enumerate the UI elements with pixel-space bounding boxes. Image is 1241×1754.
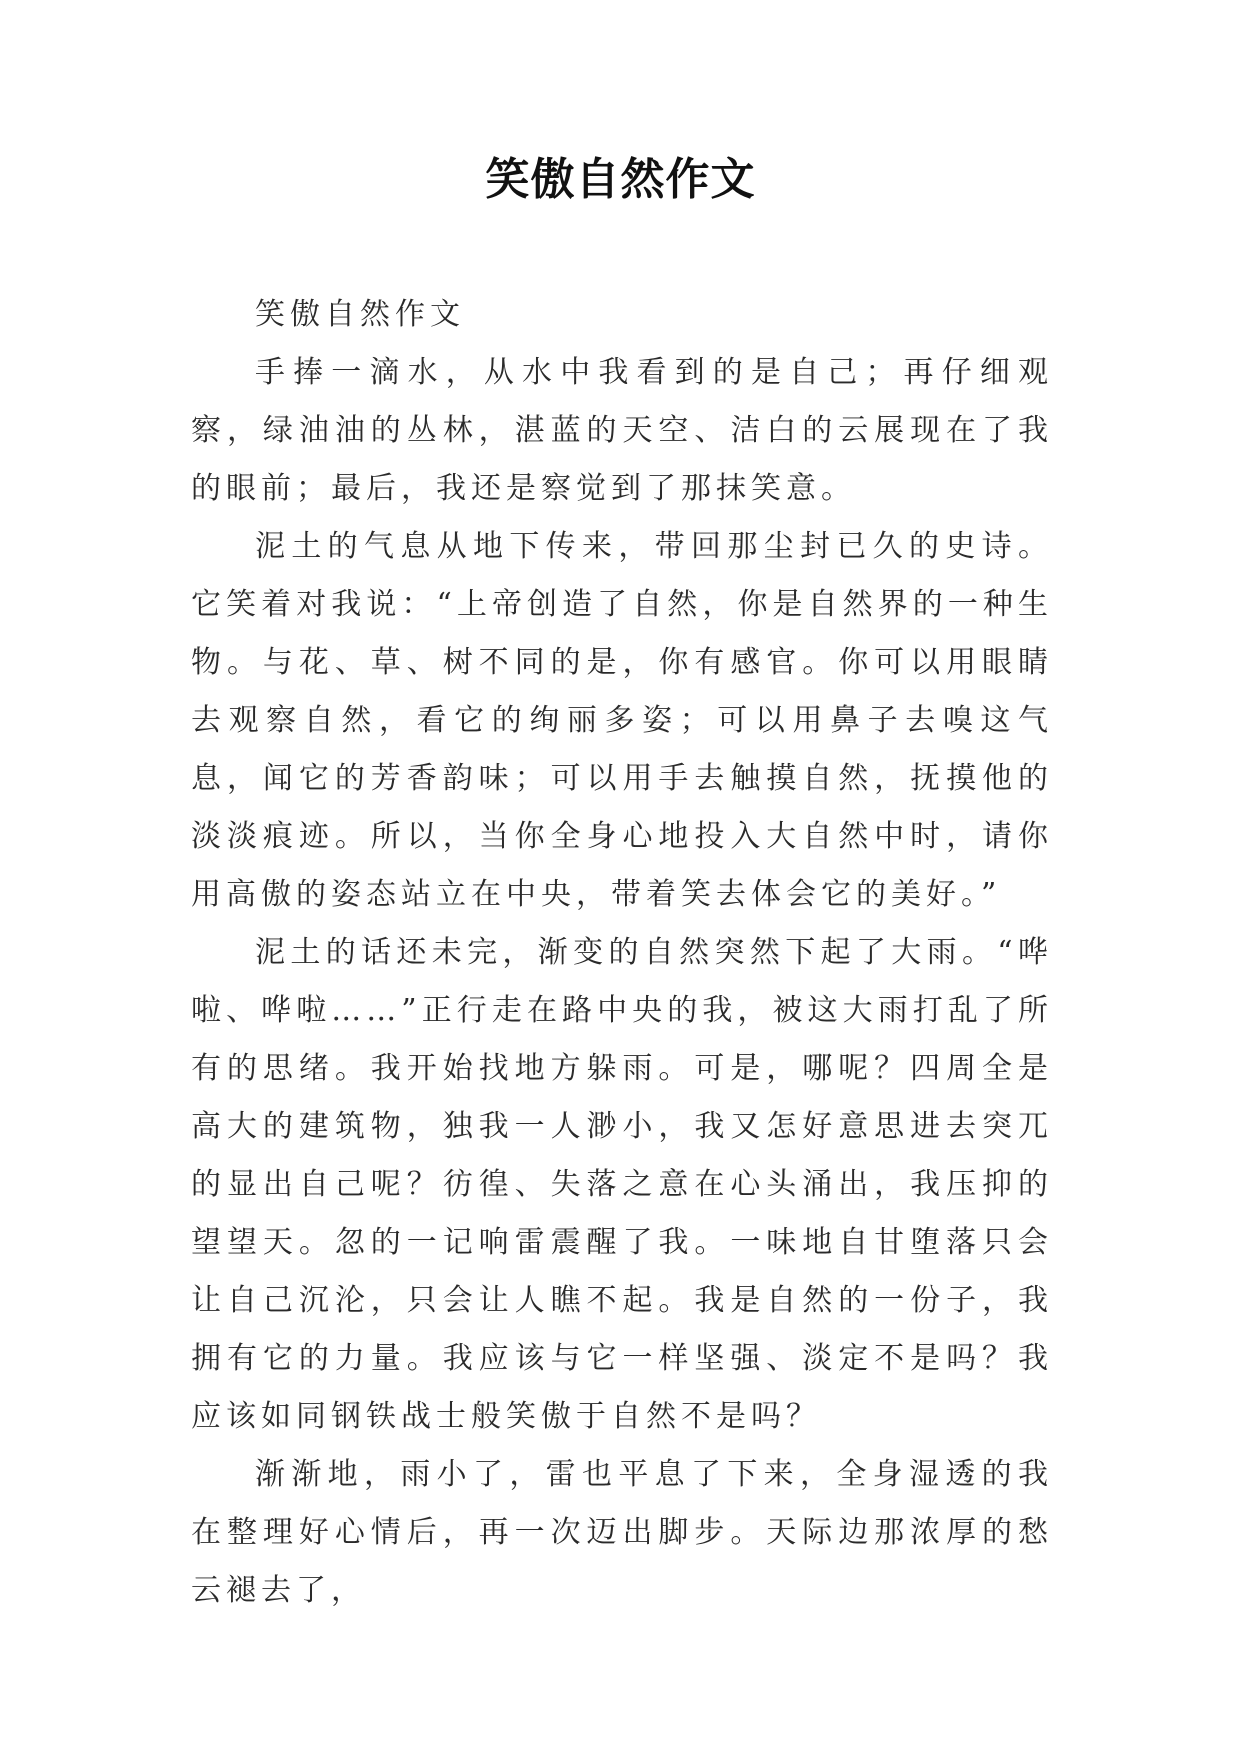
document-title: 笑傲自然作文	[485, 154, 756, 205]
paragraph: 笑傲自然作文	[255, 297, 465, 332]
paragraph: 手捧一滴水，从水中我看到的是自己；再仔细观察，绿油油的丛林，湛蓝的天空、洁白的云展现在了我的眼前；最后，我还是察觉到了那抹笑意。	[191, 355, 1053, 506]
document-body	[191, 286, 1053, 1620]
paragraph: 渐渐地，雨小了，雷也平息了下来，全身湿透的我在整理好心情后，再一次迈出脚步。天际边那浓厚的愁云褪去了，	[191, 1457, 1053, 1608]
paragraph: 泥土的气息从地下传来，带回那尘封已久的史诗。它笑着对我说：“上帝创造了自然，你是自然界的一种生物。与花、草、树不同的是，你有感官。你可以用眼睛去观察自然，看它的绚丽多姿；可以用鼻子去嗅这气息，闻它的芳香韵味；可以用手去触摸自然，抚摸他的淡淡痕迹。所以，当你全身心地投入大自然中时，请你用高傲的姿态站立在中央，带着笑去体会它的美好。”	[191, 529, 1053, 912]
paragraph: 泥土的话还未完，渐变的自然突然下起了大雨。“哗啦、哗啦……”正行走在路中央的我，被这大雨打乱了所有的思绪。我开始找地方躲雨。可是，哪呢？四周全是高大的建筑物，独我一人渺小，我又怎好意思进去突兀的显出自己呢？彷徨、失落之意在心头涌出，我压抑的望望天。忽的一记响雷震醒了我。一味地自甘堕落只会让自己沉沦，只会让人瞧不起。我是自然的一份子，我拥有它的力量。我应该与它一样坚强、淡定不是吗？我应该如同钢铁战士般笑傲于自然不是吗？	[191, 935, 1053, 1434]
